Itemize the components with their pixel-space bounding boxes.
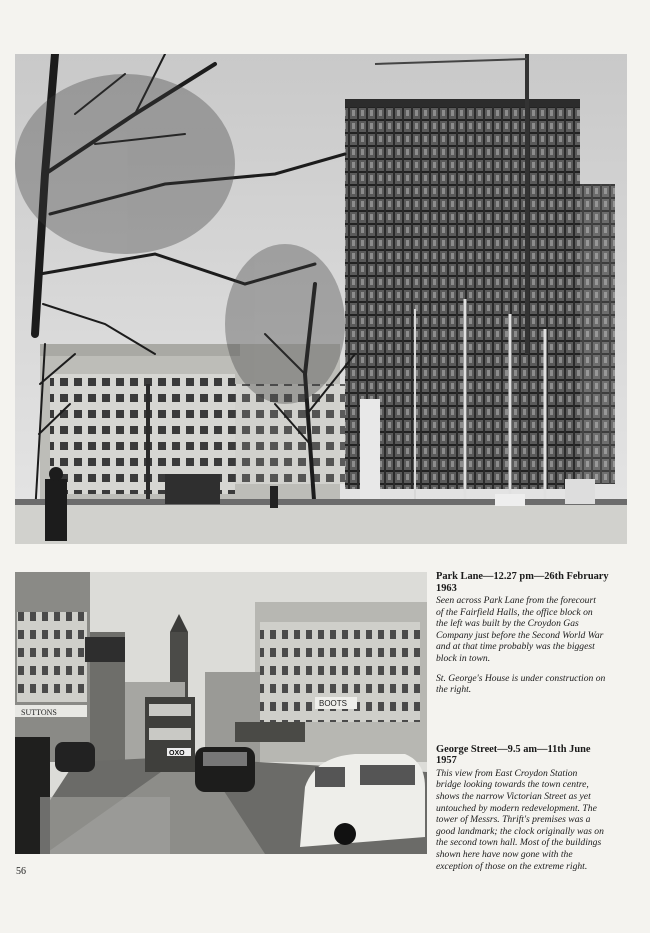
caption-body-note (436, 673, 632, 696)
caption-line: and at that time probably was the biggest (436, 641, 595, 653)
caption-line: exception of those on the extreme right. (436, 860, 588, 872)
caption-line: Seen across Park Lane from the forecourt (436, 595, 596, 606)
caption-title (436, 571, 632, 594)
caption-line: shows the narrow Victorian Street as yet (436, 790, 591, 802)
caption-line: the right. (436, 684, 472, 696)
caption-body (436, 768, 632, 872)
captions-column (436, 571, 632, 872)
caption-line: block in town. (436, 652, 491, 664)
caption-line: bridge looking towards the town centre, (436, 779, 589, 791)
suttons-sign: SUTTONS (21, 708, 57, 717)
caption-park-lane (436, 571, 632, 696)
page-number: 56 (16, 866, 26, 877)
caption-line: St. George's House is under construction on (436, 672, 606, 684)
caption-line: shown here have now gone with the (436, 848, 573, 860)
caption-line: good landmark; the clock originally was on (436, 825, 604, 837)
boots-sign: BOOTS (319, 699, 348, 708)
caption-title-line: George Street—9.5 am—11th June (436, 743, 591, 755)
caption-title-year: 1963 (436, 582, 457, 594)
caption-title-line: Park Lane—12.27 pm—26th February (436, 571, 609, 582)
caption-line: untouched by modern redevelopment. The (436, 802, 597, 814)
caption-line: Company just before the Second World War (436, 629, 604, 641)
caption-title-year: 1957 (436, 755, 457, 767)
caption-line: the second town hall. Most of the buildings (436, 837, 602, 849)
george-street-photo (15, 572, 427, 854)
park-lane-photo (15, 54, 627, 544)
caption-line: tower of Messrs. Thrift's premises was a (436, 814, 591, 826)
caption-george-street (436, 744, 632, 872)
caption-line: the left was built by the Croydon Gas (436, 618, 579, 630)
caption-line: This view from East Croydon Station (436, 767, 578, 779)
park-lane-photo-image (15, 54, 627, 544)
oxo-sign: OXO (169, 750, 185, 757)
caption-line: of the Fairfield Halls, the office block on (436, 606, 593, 618)
caption-title (436, 744, 632, 767)
george-street-photo-image (15, 572, 427, 854)
caption-body (436, 595, 632, 665)
